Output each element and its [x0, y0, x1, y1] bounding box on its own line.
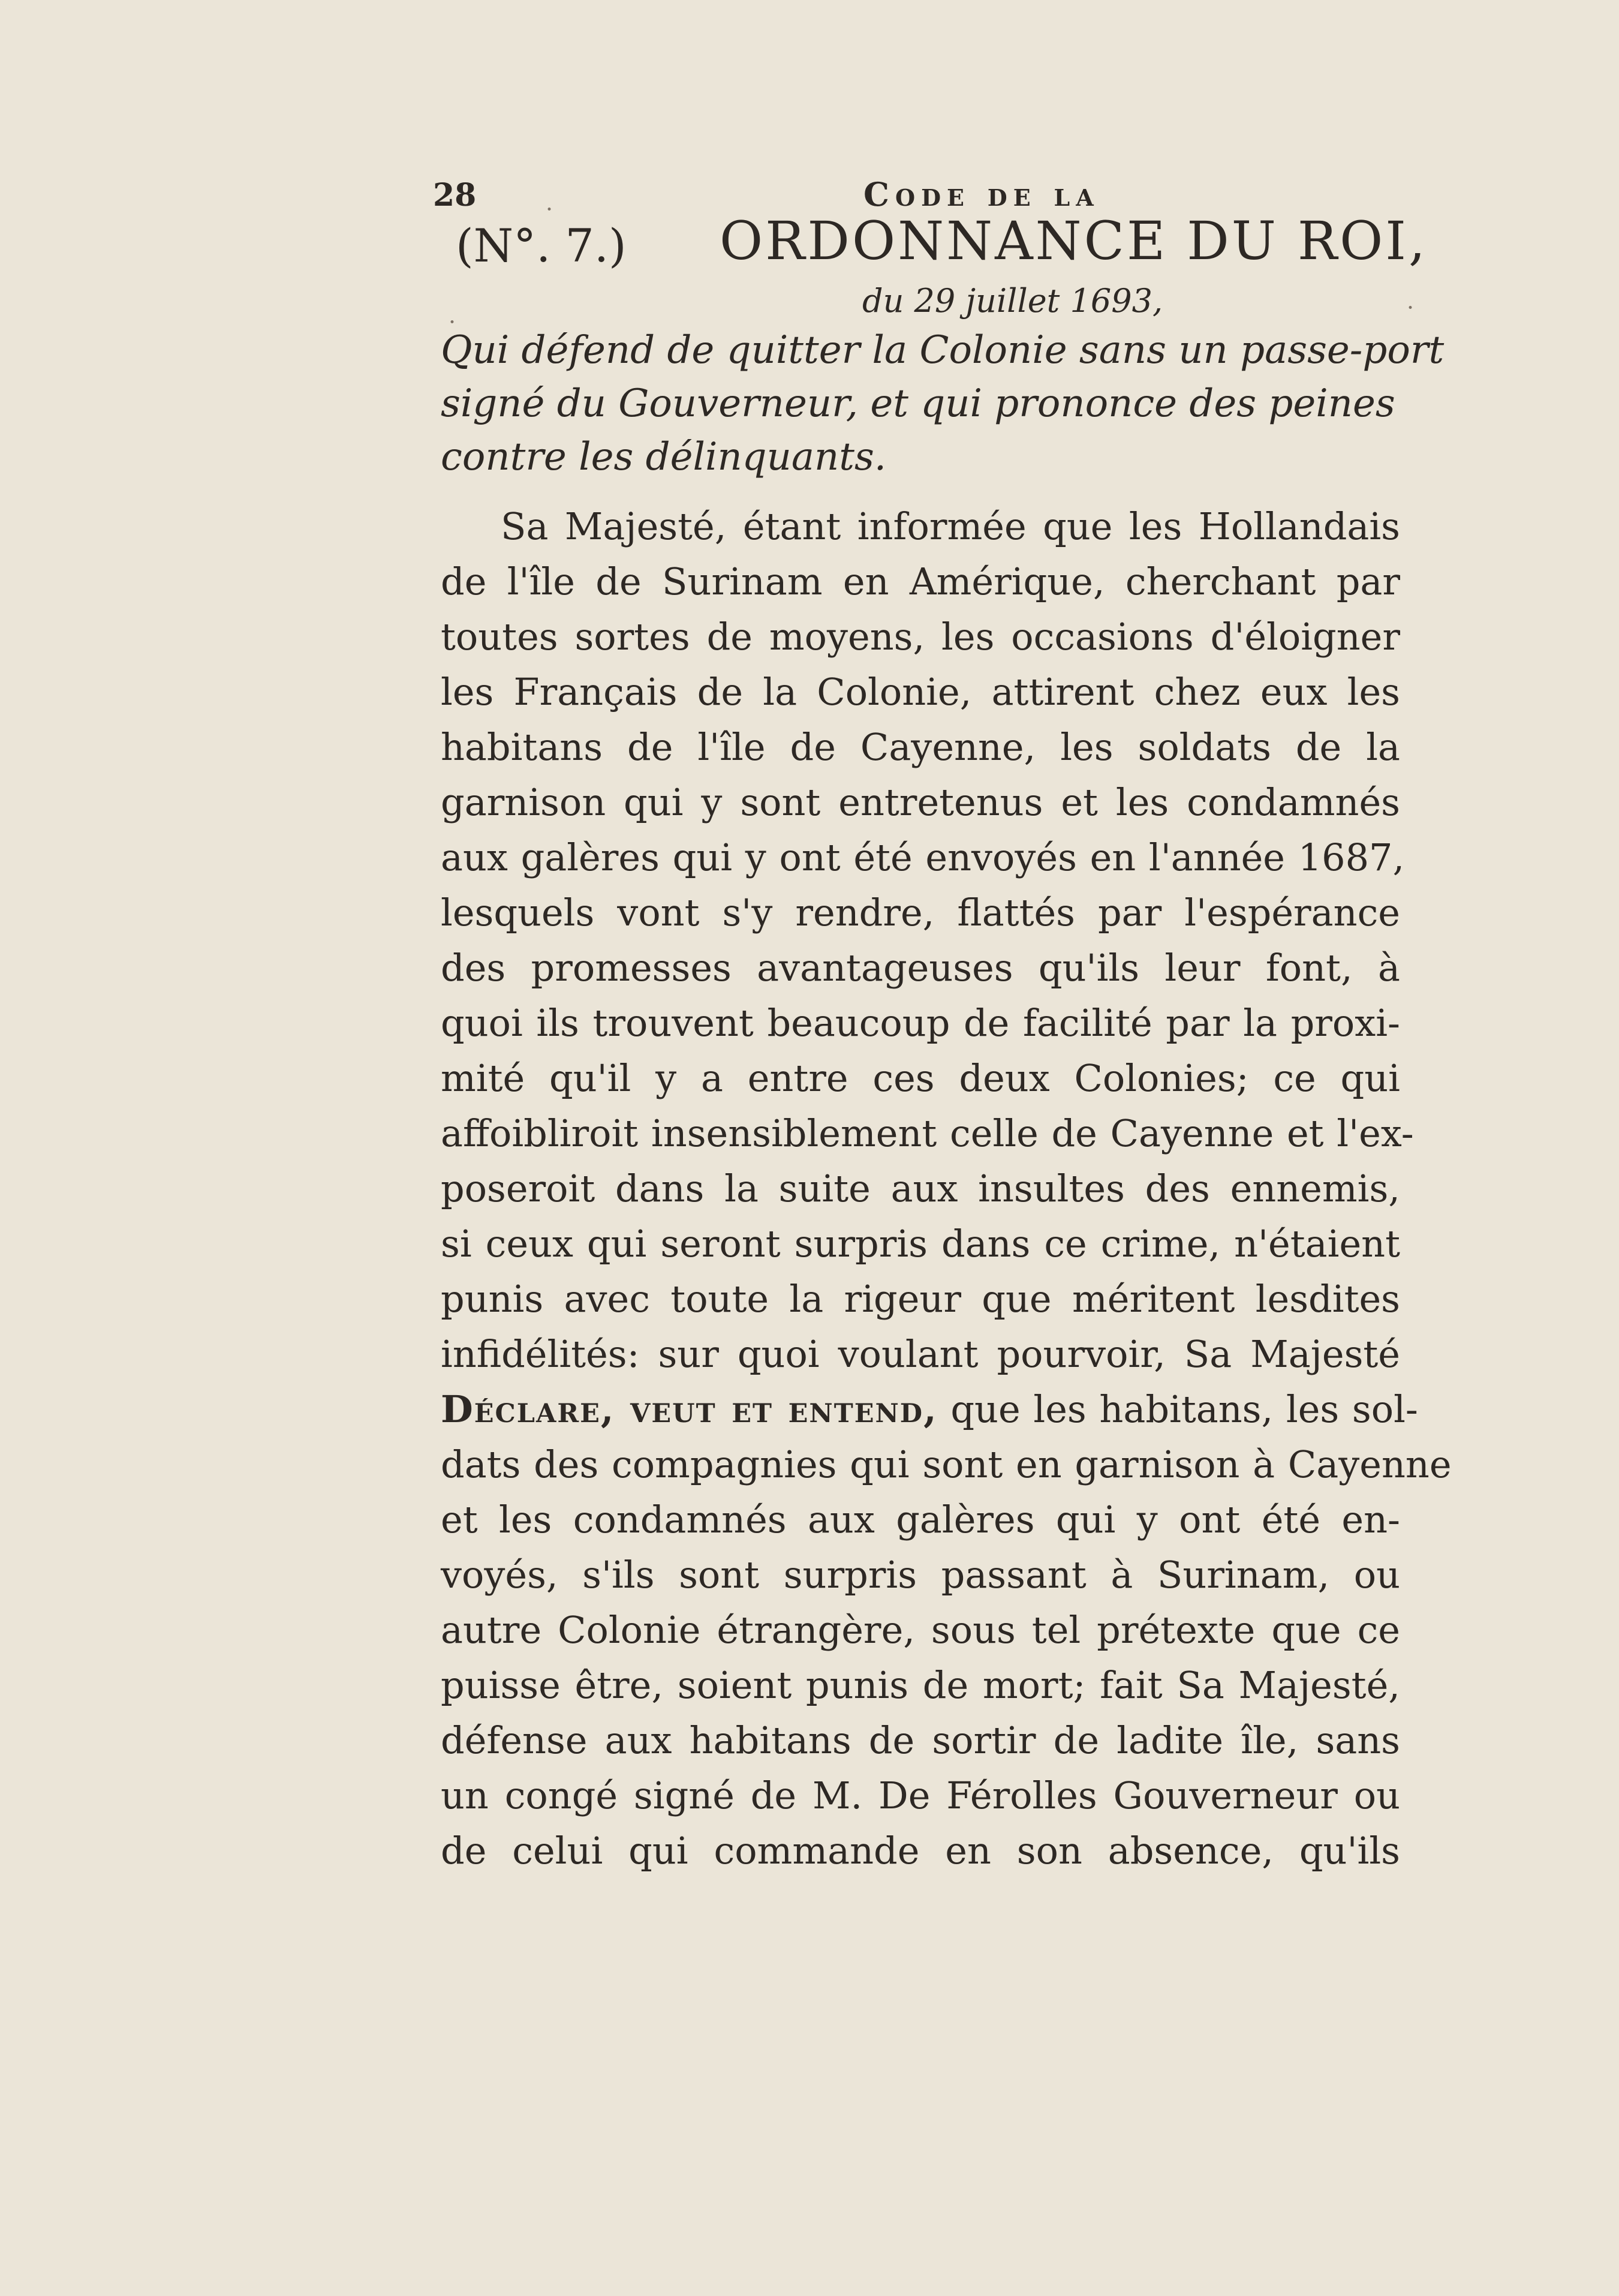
- body-line: punis avec toute la rigeur que méritent lesdites: [441, 1277, 1400, 1321]
- running-head: Code de la: [863, 175, 1100, 214]
- body-line: quoi ils trouvent beaucoup de facilité par la proxi-: [441, 1001, 1400, 1045]
- body-line: de celui qui commande en son absence, qu'ils: [441, 1829, 1400, 1873]
- body-line: lesquels vont s'y rendre, flattés par l'espérance: [441, 891, 1400, 934]
- summary-line: contre les délinquants.: [441, 435, 887, 479]
- ink-speck: ·: [449, 309, 456, 335]
- ordinance-title: ORDONNANCE DU ROI,: [720, 210, 1428, 272]
- body-line: aux galères qui y ont été envoyés en l'année 1687,: [441, 836, 1405, 879]
- body-line: garnison qui y sont entretenus et les condamnés: [441, 780, 1400, 824]
- ink-speck: ·: [546, 196, 553, 223]
- body-line-continuation: que les habitans, les sol-: [937, 1387, 1418, 1431]
- body-line: un congé signé de M. De Férolles Gouverneur ou: [441, 1774, 1400, 1817]
- body-line: toutes sortes de moyens, les occasions d'éloigner: [441, 615, 1400, 659]
- summary-line: Qui défend de quitter la Colonie sans un passe-port: [441, 328, 1445, 372]
- body-line: mité qu'il y a entre ces deux Colonies; ce qui: [441, 1056, 1400, 1100]
- ordinance-summary: [441, 324, 1445, 484]
- entry-number: (N°. 7.): [456, 219, 627, 272]
- body-line: et les condamnés aux galères qui y ont été en-: [441, 1498, 1400, 1541]
- body-line: puisse être, soient punis de mort; fait Sa Majesté,: [441, 1663, 1400, 1707]
- body-line: des promesses avantageuses qu'ils leur font, à: [441, 946, 1400, 990]
- ink-speck: ·: [1407, 294, 1415, 321]
- page-number: 28: [433, 177, 477, 214]
- body-line: infidélités: sur quoi voulant pourvoir, Sa Majesté: [441, 1332, 1400, 1376]
- declaration-phrase: Déclare, veut et entend,: [441, 1387, 938, 1431]
- body-line: autre Colonie étrangère, sous tel prétexte que ce: [441, 1608, 1400, 1652]
- summary-line: signé du Gouverneur, et qui prononce des peines: [441, 381, 1395, 426]
- ordinance-date: du 29 juillet 1693,: [862, 282, 1163, 320]
- body-line: les Français de la Colonie, attirent chez eux les: [441, 670, 1400, 714]
- body-line: habitans de l'île de Cayenne, les soldats de la: [441, 725, 1400, 769]
- body-line: affoibliroit insensiblement celle de Cayenne et l'ex-: [441, 1111, 1414, 1155]
- body-line: de l'île de Surinam en Amérique, cherchant par: [441, 560, 1400, 603]
- body-line: poseroit dans la suite aux insultes des ennemis,: [441, 1167, 1400, 1210]
- ordinance-body: [441, 499, 1452, 1879]
- body-line: défense aux habitans de sortir de ladite île, sans: [441, 1718, 1400, 1762]
- body-line: si ceux qui seront surpris dans ce crime, n'étaient: [441, 1222, 1400, 1266]
- body-line: Sa Majesté, étant informée que les Hollandais: [501, 504, 1400, 548]
- body-line: [441, 1382, 1418, 1437]
- body-line: dats des compagnies qui sont en garnison à Cayenne: [441, 1442, 1452, 1486]
- body-line: voyés, s'ils sont surpris passant à Surinam, ou: [441, 1553, 1400, 1597]
